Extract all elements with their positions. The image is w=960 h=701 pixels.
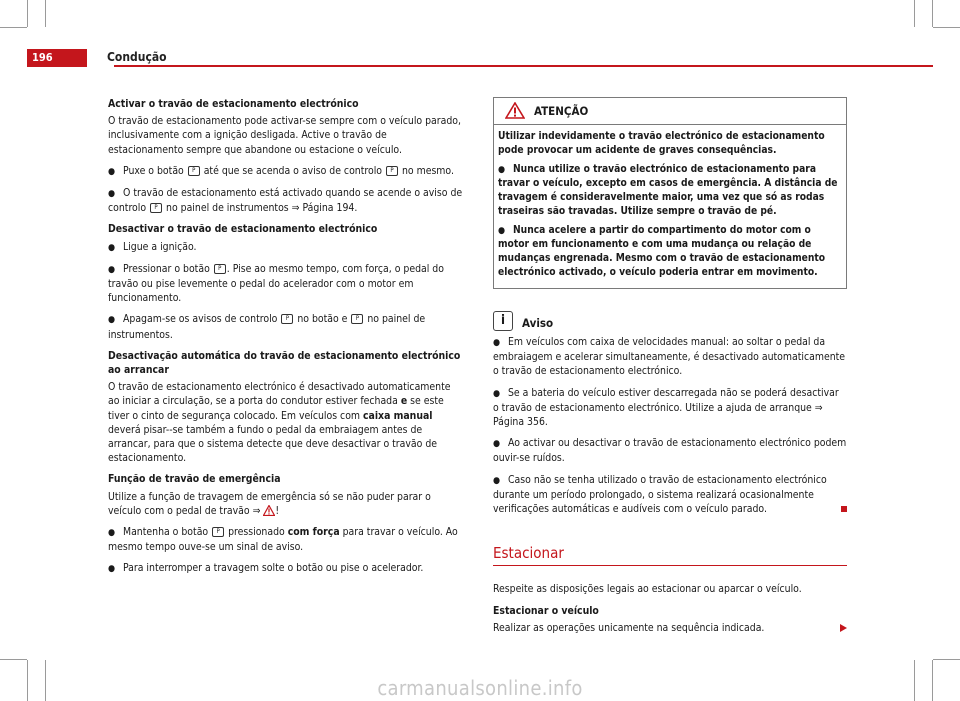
parking-brake-icon: P <box>351 314 363 324</box>
info-icon: i <box>493 311 513 331</box>
bullet-icon: ● <box>493 439 501 450</box>
crop-mark <box>933 27 960 28</box>
list-item: ● Caso não se tenha utilizado o travão de estacionamento electrónico durante um período prolongado, o sistema realizará ocasionalmente verificações automáticas e audíveis com o veículo parado. <box>493 473 847 517</box>
list-item: ● Para interromper a travagem solte o botão ou pise o acelerador. <box>108 561 464 576</box>
bullet-icon: ● <box>493 338 501 348</box>
section-heading: Desactivar o travão de estacionamento electrónico <box>108 223 378 236</box>
warning-title: ATENÇÃO <box>534 104 589 118</box>
header-rule <box>114 65 933 67</box>
bullet-icon: ● <box>108 166 116 177</box>
list-item: ● Nunca utilize o travão electrónico de estacionamento para travar o veículo, excepto em casos de emergência. A distância de travagem é consideravelmente maior, uma vez que só as rodas traseiras são travadas. Utilize sempre o travão de pé. <box>498 164 838 217</box>
section-title: Estacionar <box>493 546 847 566</box>
warning-header <box>494 98 846 125</box>
bullet-icon: ● <box>498 165 506 175</box>
parking-brake-icon: P <box>188 166 200 176</box>
list-item: ● Se a bateria do veículo estiver descarregada não se poderá desactivar o travão de estacionamento electrónico. Utilize a ajuda de arranque ⇒ Página 356. <box>493 386 839 429</box>
paragraph: Realizar as operações unicamente na sequência indicada. <box>493 621 847 635</box>
parking-brake-icon: P <box>386 166 398 176</box>
watermark: carmanualsonline.info <box>377 676 583 700</box>
warning-box <box>493 97 847 289</box>
continue-arrow-icon <box>840 624 847 632</box>
crop-mark <box>45 0 46 27</box>
bullet-icon: ● <box>108 264 116 275</box>
section-heading: Activar o travão de estacionamento electrónico <box>108 98 359 110</box>
warning-icon <box>505 102 525 119</box>
page-number: 196 <box>27 49 87 67</box>
bullet-icon: ● <box>493 388 501 399</box>
right-column <box>493 97 847 642</box>
section-heading: Função de travão de emergência <box>108 473 281 486</box>
bullet-icon: ● <box>493 475 501 486</box>
bullet-icon: ● <box>108 315 116 326</box>
list-item: ● Ao activar ou desactivar o travão de estacionamento electrónico podem ouvir-se ruídos. <box>493 437 847 465</box>
note-title: Aviso <box>522 316 554 330</box>
bullet-icon: ● <box>108 564 116 575</box>
bullet-icon: ● <box>498 226 506 236</box>
parking-brake-icon: P <box>214 264 226 274</box>
list-item: ● Mantenha o botão P pressionado com força para travar o veículo. Ao mesmo tempo ouve-se um sinal de aviso. <box>108 526 458 554</box>
paragraph: Utilizar indevidamente o travão electrónico de estacionamento pode provocar um acidente de graves consequências. <box>498 131 825 156</box>
paragraph: O travão de estacionamento electrónico é desactivado automaticamente ao iniciar a circulação, se a porta do condutor estiver fechada e se este tiver o cinto de segurança colocado. Em veículos com caixa manual deverá pisar--se também a fundo o pedal da embraiagem antes de arrancar, para que o sistema detecte que deve desactivar o travão de estacionamento. <box>108 381 451 465</box>
warning-body <box>494 125 846 288</box>
crop-mark <box>0 27 27 28</box>
paragraph: Respeite as disposições legais ao estacionar ou aparcar o veículo. <box>493 583 802 596</box>
running-head: Condução <box>107 50 167 64</box>
section-heading: Estacionar o veículo <box>493 604 599 617</box>
paragraph: O travão de estacionamento pode activar-se sempre com o veículo parado, inclusivamente com a ignição desligada. Active o travão de estacionamento sempre que abandone ou estacione o veículo. <box>108 115 461 156</box>
crop-mark <box>914 0 915 27</box>
list-item: ● Apagam-se os avisos de controlo P no botão e P no painel de instrumentos. <box>108 313 426 341</box>
list-item: ● Em veículos com caixa de velocidades manual: ao soltar o pedal da embraiagem e acelerar simultaneamente, é desactivado automaticamente o travão de estacionamento electrónico. <box>493 336 846 378</box>
page-header <box>27 49 933 67</box>
list-item: ● Ligue a ignição. <box>108 240 464 255</box>
bullet-icon: ● <box>108 189 116 200</box>
note-header <box>493 311 847 333</box>
crop-mark <box>0 659 27 660</box>
end-mark <box>841 506 847 512</box>
crop-mark <box>932 0 933 27</box>
paragraph: Utilize a função de travagem de emergência só se não puder parar o veículo com o pedal de travão ⇒ ! <box>108 490 431 517</box>
warning-icon <box>263 505 275 516</box>
parking-brake-icon: P <box>281 314 293 324</box>
bullet-icon: ● <box>108 528 116 539</box>
crop-mark <box>933 659 960 660</box>
list-item: ● O travão de estacionamento está activado quando se acende o aviso de controlo P no painel de instrumentos ⇒ Página 194. <box>108 187 463 215</box>
list-item: ● Nunca acelere a partir do compartimento do motor com o motor em funcionamento e com uma mudança ou relação de mudanças engrenada. Mesmo com o travão de estacionamento electrónico activado, o veículo poderia entrar em movimento. <box>498 225 826 278</box>
bullet-icon: ● <box>108 242 116 253</box>
parking-brake-icon: P <box>212 527 224 537</box>
crop-mark <box>27 0 28 27</box>
list-item: ● Pressionar o botão P . Pise ao mesmo tempo, com força, o pedal do travão ou pise levemente o pedal do acelerador com o motor em funcionamento. <box>108 262 444 305</box>
left-column <box>108 97 464 584</box>
list-item: ● Puxe o botão P até que se acenda o aviso de controlo P no mesmo. <box>108 164 464 179</box>
section-heading: Desactivação automática do travão de estacionamento electrónico ao arrancar <box>108 349 461 377</box>
parking-brake-icon: P <box>150 203 162 213</box>
